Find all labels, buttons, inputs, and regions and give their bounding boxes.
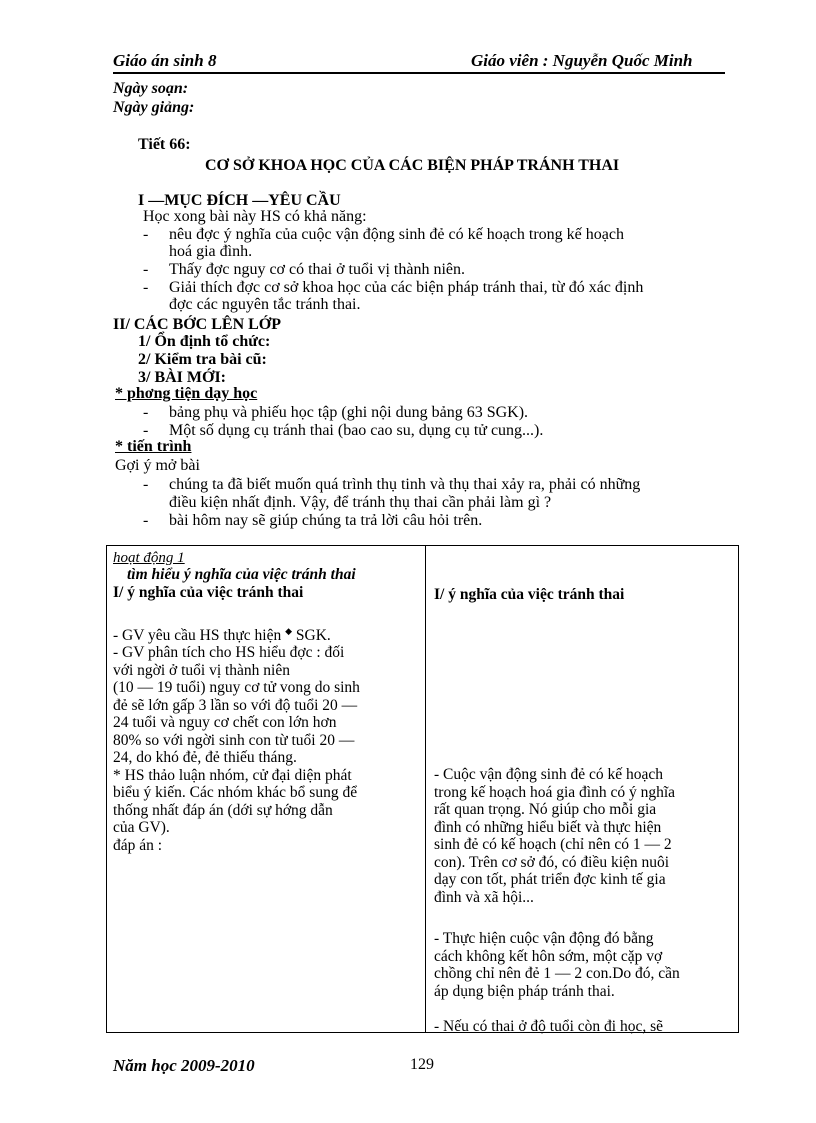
left-line: - GV yêu cầu HS thực hiện ◆ SGK. [113,626,331,644]
left-body [113,644,419,854]
left-line: 24 tuổi và nguy cơ chết con lớn hơn [113,714,337,731]
objective-item: - Giải thích đợc cơ sở khoa học của các biện pháp tránh thai, từ đó xác định [143,279,644,296]
objective-item-cont: đợc các nguyên tắc tránh thai. [169,296,361,313]
left-line: của GV). [113,819,170,836]
activity-title: tìm hiểu ý nghĩa của việc tránh thai [127,566,356,583]
teacher-activity-cell [107,546,426,1033]
right-line: dạy con tốt, phát triển đợc kinh tế gia [434,871,666,888]
left-line: - GV phân tích cho HS hiểu đợc : đối [113,644,345,661]
objective-item: - nêu đợc ý nghĩa của cuộc vận động sinh đẻ có kế hoạch trong kế hoạch [143,226,624,243]
header-rule [113,72,725,74]
phuong-tien-heading: * phơng tiện dạy học [115,385,258,402]
ngay-giang: Ngày giảng: [113,99,195,116]
tien-trinh-heading: * tiến trình [115,438,192,455]
left-line: đẻ sẽ lớn gấp 3 lần so với độ tuổi 20 — [113,696,358,714]
right-para-2 [434,930,734,1000]
right-line: đình có những hiểu biết và thực hiện [434,818,662,836]
step-on-dinh: 1/ Ổn định tổ chức: [138,333,271,350]
goi-y-item: - chúng ta đã biết muốn quá trình thụ tinh và thụ thai xảy ra, phải có những [143,476,641,493]
step-kiem-tra: 2/ Kiểm tra bài cũ: [138,351,267,368]
right-heading: I/ ý nghĩa của việc tránh thai [434,586,625,603]
phuong-tien-item: - bảng phụ và phiếu học tập (ghi nội dung bảng 63 SGK). [143,404,529,421]
goi-y-label: Gợi ý mở bài [115,457,200,474]
right-line: rất quan trọng. Nó giúp cho mỗi gia [434,801,657,818]
right-para-1 [434,766,734,906]
right-line: - Thực hiện cuộc vận động đó bằng [434,930,654,947]
objective-item-cont: hoá gia đình. [169,243,253,260]
right-line: chồng chỉ nên đẻ 1 — 2 con.Do đó, cần [434,965,680,982]
section1-heading: I —MỤC ĐÍCH —YÊU CẦU [138,192,341,209]
left-line: 24, do khó đẻ, đẻ thiếu tháng. [113,749,297,766]
left-line: biểu ý kiến. Các nhóm khác bổ sung để [113,784,358,801]
diamond-icon: ◆ [285,626,293,636]
header-subject: Giáo án sinh 8 [113,51,217,70]
right-line: áp dụng biện pháp tránh thai. [434,982,615,1000]
left-line: 80% so với ngời sinh con từ tuổi 20 — [113,731,355,749]
right-line: sinh đẻ có kế hoạch (chỉ nên có 1 — 2 [434,836,672,853]
content-cell [426,546,739,1033]
activity-table [106,545,739,1033]
right-line: đình và xã hội... [434,888,534,906]
right-para-3: - Nếu có thai ở độ tuổi còn đi học, sẽ [434,1018,664,1035]
right-line: con). Trên cơ sở đó, có điều kiện nuôi [434,853,670,871]
left-line: với ngời ở tuổi vị thành niên [113,661,290,679]
left-line: (10 — 19 tuổi) nguy cơ tử vong do sinh [113,679,360,696]
left-line: thống nhất đáp án (dới sự hớng dẫn [113,801,333,819]
right-line: cách không kết hôn sớm, một cặp vợ [434,947,663,965]
header-teacher: Giáo viên : Nguyễn Quốc Minh [471,51,693,70]
right-line: - Cuộc vận động sinh đẻ có kế hoạch [434,766,663,783]
goi-y-item-cont: điều kiện nhất định. Vậy, để tránh thụ thai cần phải làm gì ? [169,494,552,511]
page-number: 129 [410,1056,434,1073]
section2-heading: II/ CÁC BỚC LÊN LỚP [113,316,282,333]
ngay-soan: Ngày soạn: [113,80,189,97]
step-bai-moi: 3/ BÀI MỚI: [138,369,226,386]
goi-y-item: - bài hôm nay sẽ giúp chúng ta trả lời câu hỏi trên. [143,512,483,529]
activity-label: hoạt động 1 [113,550,185,566]
left-line: đáp án : [113,836,163,854]
right-line: trong kế hoạch hoá gia đình có ý nghĩa [434,783,676,801]
lesson-title: CƠ SỞ KHOA HỌC CỦA CÁC BIỆN PHÁP TRÁNH THAI [205,157,620,174]
left-heading: I/ ý nghĩa của việc tránh thai [113,584,304,601]
section1-intro: Học xong bài này HS có khả năng: [143,208,367,225]
objective-item: - Thấy đợc nguy cơ có thai ở tuổi vị thành niên. [143,261,465,278]
left-line: * HS thảo luận nhóm, cử đại diện phát [113,766,352,784]
lesson-number: Tiết 66: [138,136,191,153]
phuong-tien-item: - Một số dụng cụ tránh thai (bao cao su, dụng cụ tử cung...). [143,422,544,439]
footer-year: Năm học 2009-2010 [113,1056,255,1075]
